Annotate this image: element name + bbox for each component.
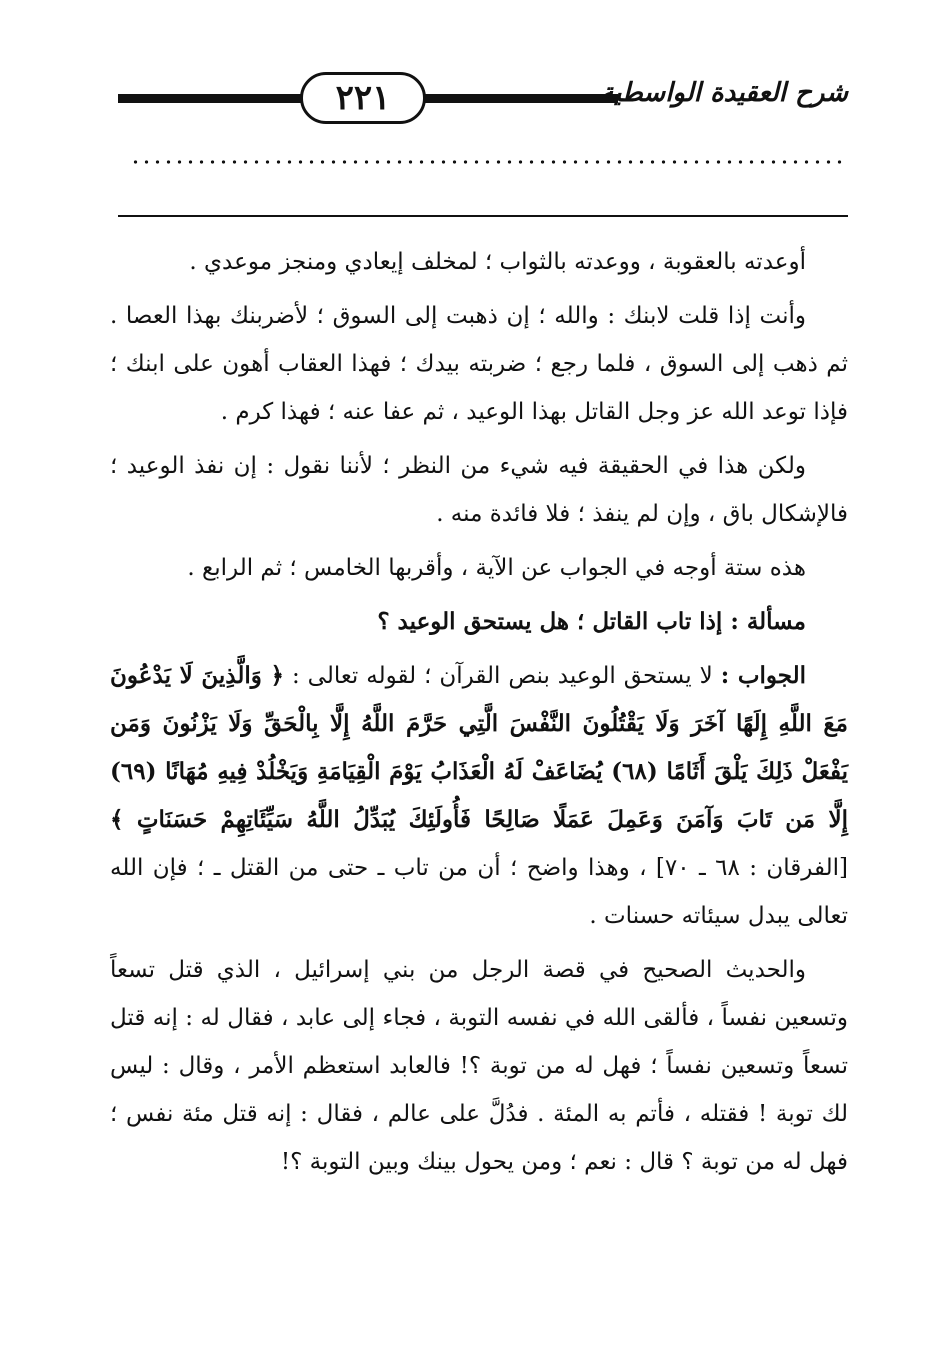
quran-verse: ﴿ وَالَّذِينَ لَا يَدْعُونَ مَعَ اللَّهِ إِلَهًا آخَرَ وَلَا يَقْتُلُونَ النَّفْسَ الَّتِي حَرَّمَ اللَّهُ إِلَّا بِالْحَقِّ وَلَا يَزْنُونَ وَمَن يَفْعَلْ ذَلِكَ يَلْقَ أَثَامًا (٦٨) يُضَاعَفْ لَهُ الْعَذَابُ يَوْمَ الْقِيَامَةِ وَيَخْلُدْ فِيهِ مُهَانًا (٦٩) إِلَّا مَن تَابَ وَآمَنَ وَعَمِلَ عَمَلًا صَالِحًا فَأُولَئِكَ يُبَدِّلُ اللَّهُ سَيِّئَاتِهِمْ حَسَنَاتٍ ﴾: [110, 662, 848, 833]
section-heading: مسألة : إذا تاب القاتل ؛ هل يستحق الوعيد ؟: [377, 608, 806, 635]
paragraph-6: والحديث الصحيح في قصة الرجل من بني إسرائيل ، الذي قتل تسعاً وتسعين نفساً ، فألقى الله في نفسه التوبة ، فجاء إلى عابد ، فقال له : إنه قتل تسعاً وتسعين نفساً ؛ فهل له من توبة ؟! فالعابد استعظم الأمر ، وقال : ليس لك توبة ! فقتله ، فأتم به المئة . فدُلَّ على عالم ، فقال : إنه قتل مئة نفس ؛ فهل له من توبة ؟ قال : نعم ؛ ومن يحول بينك وبين التوبة ؟!: [110, 957, 848, 1175]
book-title: شرح العقيدة الواسطية: [600, 78, 848, 108]
answer-paragraph: [110, 652, 848, 940]
page-body: [110, 238, 848, 1192]
page-header: [118, 72, 848, 126]
paragraph-1: أوعدته بالعقوبة ، ووعدته بالثواب ؛ لمخلف إيعادي ومنجز موعدي .: [189, 249, 806, 275]
page-number: ٢٢١: [300, 72, 426, 124]
paragraph-3: ولكن هذا في الحقيقة فيه شيء من النظر ؛ لأننا نقول : إن نفذ الوعيد ؛ فالإشكال باق ، وإن لم ينفذ ؛ فلا فائدة منه .: [110, 453, 848, 527]
answer-intro: لا يستحق الوعيد بنص القرآن ؛ لقوله تعالى :: [291, 663, 713, 689]
answer-outro: [الفرقان : ٦٨ ـ ٧٠] ، وهذا واضح ؛ أن من تاب ـ حتى من القتل ـ ؛ فإن الله تعالى يبدل سيئاته حسنات .: [110, 855, 848, 929]
answer-label: الجواب :: [720, 662, 806, 689]
horizontal-rule: [118, 215, 848, 217]
paragraph-2: وأنت إذا قلت لابنك : والله ؛ إن ذهبت إلى السوق ؛ لأضربنك بهذا العصا . ثم ذهب إلى السوق ، فلما رجع ؛ ضربته بيدك ؛ فهذا العقاب أهون على ابنك ؛ فإذا توعد الله عز وجل القاتل بهذا الوعيد ، ثم عفا عنه ؛ فهذا كرم .: [110, 303, 848, 425]
dotted-separator: [130, 160, 845, 164]
paragraph-4: هذه ستة أوجه في الجواب عن الآية ، وأقربها الخامس ؛ ثم الرابع .: [187, 555, 806, 581]
